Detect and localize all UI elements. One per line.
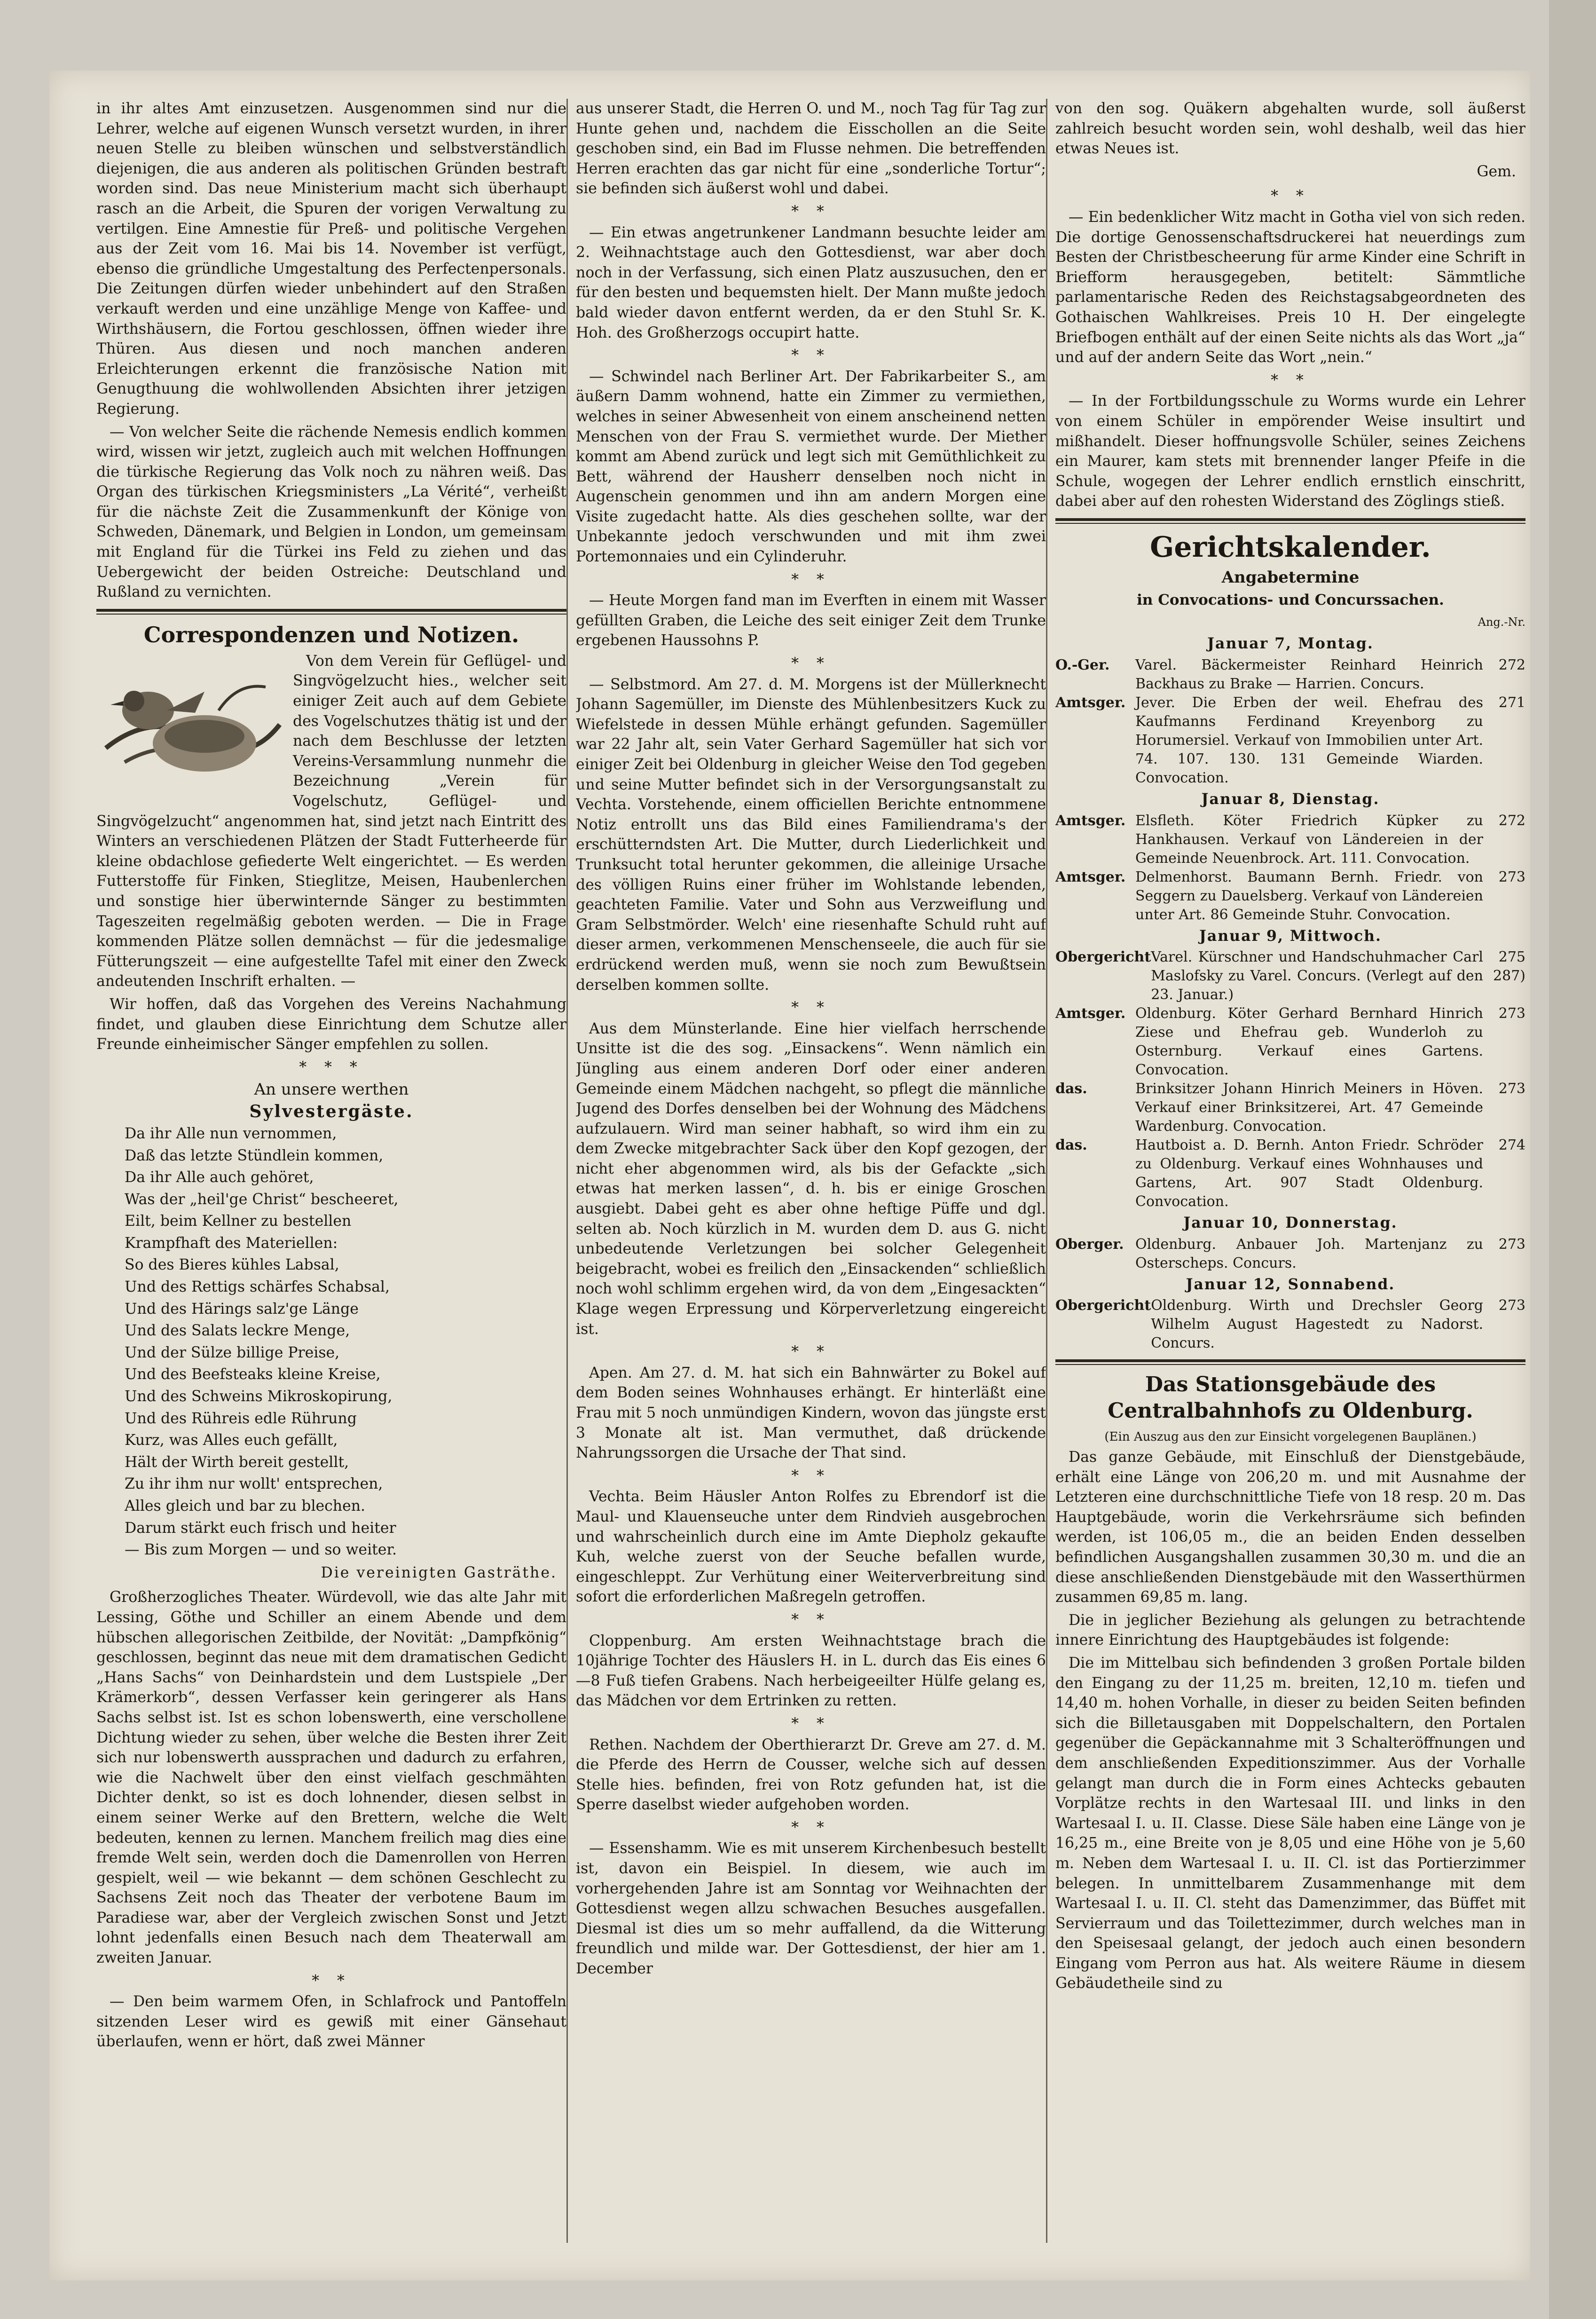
court-name: Amtsger. xyxy=(1055,694,1126,711)
separator-stars: * * xyxy=(791,999,831,1017)
separator-stars: * * xyxy=(791,1819,831,1836)
poem-line: Hält der Wirth bereit gestellt, xyxy=(125,1453,349,1471)
paragraph: Die im Mittelbau sich befindenden 3 großen Portale bilden den Eingang zu der 11,25 m. breiten, 12,10 m. tiefen und 14,40 m. hohen Vorhalle, in dieser zu beiden Seiten befinden sich die Billetausgaben mit Doppelschaltern, den Portalen gegenüber die Gepäckannahme mit 3 Schalteröffnungen und dem anschließenden Expeditionszimmer. Aus der Vorhalle gelangt man durch die in Form eines Achtecks gebauten Vorplätze rechts in den Wartesaal III. und links in den Wartesaal I. u. II. Classe. Diese Säle haben eine Länge von je 16,25 m., eine Breite von je 8,05 und eine Höhe von je 5,60 m. Neben dem Wartesaal I. u. II. Cl. ist das Portierzimmer belegen. In unmittelbarem Zusammenhange mit dem Wartesaal I. u. II. Cl. steht das Damenzimmer, das Büffet mit Servierraum und das Toilettezimmer, durch welches man in den Speisesaal gelangt, der jedoch auch einen besondern Eingang vom Perron aus hat. Als weitere Räume in diesem Gebäudetheile sind zu xyxy=(1055,1654,1525,1992)
paragraph: Rethen. Nachdem der Oberthierarzt Dr. Greve am 27. d. M. die Pferde des Herrn de Cousser, welche sich auf dessen Stelle hies. befinden, frei von Rotz gefunden hat, ist die Sperre daselbst wieder aufgehoben worden. xyxy=(576,1736,1046,1814)
paragraph: von den sog. Quäkern abgehalten wurde, soll äußerst zahlreich besucht worden sein, wohl deshalb, weil das hier etwas Neues ist. xyxy=(1055,100,1525,158)
calendar-entry xyxy=(1055,1136,1525,1211)
paragraph: — Den beim warmem Ofen, in Schlafrock und Pantoffeln sitzenden Leser wird es gewiß mit einer Gänsehaut überlaufen, wenn er hört, daß zwei Männer xyxy=(96,1993,566,2051)
paragraph: Die in jeglicher Beziehung als gelungen zu betrachtende innere Einrichtung des Hauptgebäudes ist folgende: xyxy=(1055,1611,1525,1649)
entry-number: 273 xyxy=(1498,1081,1525,1097)
poem-line: — Bis zum Morgen — und so weiter. xyxy=(125,1541,397,1559)
entry-text: Oldenburg. Wirth und Drechsler Georg Wilhelm August Hagestedt zu Nadorst. Concurs. xyxy=(1151,1297,1483,1352)
separator-stars: * * xyxy=(791,347,831,364)
entry-text: Hautboist a. D. Bernh. Anton Friedr. Schröder zu Oldenburg. Verkauf eines Wohnhauses und Gartens, Art. 907 Stadt Oldenburg. Convocation. xyxy=(1135,1137,1483,1210)
section-divider xyxy=(1055,1359,1525,1365)
column-1 xyxy=(96,99,566,2055)
court-name: Amtsger. xyxy=(1055,812,1126,829)
entry-number: 273 xyxy=(1498,1005,1525,1022)
poem-line: Alles gleich und bar zu blechen. xyxy=(125,1498,366,1514)
column-rule-1 xyxy=(566,99,568,2243)
entry-text: Varel. Bäckermeister Reinhard Heinrich Backhaus zu Brake — Harrien. Concurs. xyxy=(1135,657,1483,693)
paragraph: aus unserer Stadt, die Herren O. und M., noch Tag für Tag zur Hunte gehen und, nachdem die Eisschollen an die Seite geschoben sind, ein Bad im Flusse nehmen. Die betreffenden Herren erachten das gar nicht für eine „sonderliche Tortur“; sie befinden sich äußerst wohl und dabei. xyxy=(576,100,1046,197)
section-divider xyxy=(96,609,566,615)
court-calendar-subheading: Angabetermine xyxy=(1221,568,1360,587)
bird-nest-illustration xyxy=(96,654,284,800)
column-3 xyxy=(1055,99,1525,1996)
separator-stars: * * xyxy=(791,655,831,672)
entry-text: Oldenburg. Köter Gerhard Bernhard Hinrich Ziese und Ehefrau geb. Wunderloh zu Osternburg. Verkauf eines Gartens. Convocation. xyxy=(1135,1005,1483,1079)
calendar-date: Januar 8, Dienstag. xyxy=(1201,790,1380,808)
separator-stars: * * xyxy=(791,1611,831,1628)
poem-line: Und des Rettigs schärfes Schabsal, xyxy=(125,1278,390,1296)
paragraph: Das ganze Gebäude, mit Einschluß der Dienstgebäude, erhält eine Länge von 206,20 m. und mit Ausnahme der Letzteren eine durchschnittliche Tiefe von 18 resp. 20 m. Das Hauptgebäude, worin die Verkehrsräume sich befinden werden, ist 106,05 m., die an beiden Enden desselben befindlichen Ausgangshallen zusammen 30,30 m. und die an diese anschließenden Dienstgebäude mit den Wasserthürmen zusammen 69,85 m. lang. xyxy=(1055,1449,1525,1606)
paragraph: Von dem Verein für Geflügel- und Singvögelzucht hies., welcher seit einiger Zeit auch auf dem Gebiete des Vogelschutzes thätig ist und der nach dem Beschlusse der letzten Vereins-Versammlung nunmehr die Bezeichnung „Verein für Vogelschutz, Geflügel- und Singvögelzucht“ angenommen hat, sind jetzt nach Eintritt des Winters an verschiedenen Plätzen der Stadt Futterheerde für kleine obdachlose gefiederte Welt eingerichtet. — Es werden Futterstoffe für Finken, Stieglitze, Meisen, Haubenlerchen und sonstige hier überwinternde Sänger zu bestimmten Tageszeiten regelmäßig geboten werden. — Die in Frage kommenden Plätze sollen demnächst — für die jedesmalige Fütterungszeit — eine aufgestellte Tafel mit einer den Zweck andeutenden Inschrift erhalten. — xyxy=(96,652,566,990)
poem-dedication: An unsere werthen xyxy=(254,1080,409,1099)
column-rule-2 xyxy=(1046,99,1047,2243)
poem-line: Da ihr Alle nun vernommen, xyxy=(125,1125,337,1142)
calendar-date: Januar 9, Mittwoch. xyxy=(1199,927,1382,945)
paragraph: — Ein bedenklicher Witz macht in Gotha viel von sich reden. Die dortige Genossenschaftsdruckerei hat neuerdings zum Besten der Christbescheerung für arme Kinder eine Schrift in Briefform herausgegeben, betitelt: Sämmtliche parlamentarische Reden des Reichstagsabgeordneten des Gothaischen Wahlkreises. Preis 10 H. Der eingelegte Briefbogen enthält auf der einen Seite nichts als das Wort „ja“ und auf der andern Seite das Wort „nein.“ xyxy=(1055,208,1525,366)
paragraph: Aus dem Münsterlande. Eine hier vielfach herrschende Unsitte ist die des sog. „Einsackens“. Wenn nämlich ein Jüngling aus einem anderen Dorf oder einer anderen Gemeinde einem Mädchen nachgeht, so pflegt die männliche Jugend des Dorfes denselben bei der Wohnung des Mädchens aufzulauern. Wird man seiner habhaft, so wird ihm ein zu dem Zwecke mitgebrachter Sack über den Kopf gezogen, der nicht eher abgenommen wird, als bis der Gefackte „sich etwas hat merken lassen“, d. h. bis er einige Groschen ausgiebt. Dabei geht es aber ohne heftige Püffe und dgl. selten ab. Noch kürzlich in M. wurden dem D. aus G. nicht unbedeutende Verletzungen bei solcher Gelegenheit beigebracht, wobei es freilich den „Einsackenden“ schließlich noch wohl schlimm ergehen wird, da von dem „Eingesackten“ Klage wegen Erpressung und Körperverletzung eingereicht ist. xyxy=(576,1020,1046,1338)
court-name: das. xyxy=(1055,1137,1087,1154)
author-sign: Gem. xyxy=(1477,163,1516,180)
paragraph: Wir hoffen, daß das Vorgehen des Vereins Nachahmung findet, und glauben diese Einrichtung dem Schutze aller Freunde einheimischer Sänger empfehlen zu sollen. xyxy=(96,995,566,1053)
court-name: Amtsger. xyxy=(1055,1005,1126,1022)
court-name: Oberger. xyxy=(1055,1236,1124,1253)
separator-stars: * * xyxy=(791,1467,831,1484)
calendar-date: Januar 12, Sonnabend. xyxy=(1186,1275,1395,1293)
calendar-date: Januar 7, Montag. xyxy=(1207,635,1374,653)
court-name: Obergericht xyxy=(1055,1297,1151,1314)
court-calendar-heading: Gerichtskalender. xyxy=(1150,530,1431,564)
poem-line: So des Bieres kühles Labsal, xyxy=(125,1256,339,1274)
separator-stars: * * xyxy=(1271,371,1310,389)
paragraph: — In der Fortbildungsschule zu Worms wurde ein Lehrer von einem Schüler in empörender Weise insultirt und mißhandelt. Dieser hoffnungsvolle Schüler, seines Zeichens ein Maurer, kam stets mit brennender langer Pfeife in die Schule, wogegen der Lehrer endlich ernstlich einschritt, dabei aber auf den rohesten Widerstand des Zöglings stieß. xyxy=(1055,393,1525,510)
calendar-date: Januar 10, Donnerstag. xyxy=(1183,1214,1398,1232)
calendar-entry xyxy=(1055,694,1525,788)
poem-line: Darum stärkt euch frisch und heiter xyxy=(125,1519,396,1537)
section-divider xyxy=(1055,518,1525,524)
separator-stars: * * * xyxy=(299,1058,364,1076)
poem-line: Da ihr Alle auch gehöret, xyxy=(125,1169,314,1186)
paragraph: Apen. Am 27. d. M. hat sich ein Bahnwärter zu Bokel auf dem Boden seines Wohnhauses erhängt. Er hinterläßt eine Frau mit 5 noch unmündigen Kindern, wovon das jüngste erst 3 Monate alt ist. Man vermuthet, daß drückende Nahrungssorgen die Ursache der That sind. xyxy=(576,1364,1046,1462)
poem-line: Krampfhaft des Materiellen: xyxy=(125,1234,338,1252)
paragraph: — Heute Morgen fand man im Everften in einem mit Wasser gefüllten Graben, die Leiche des seit einiger Zeit dem Trunke ergebenen Haussohns P. xyxy=(576,592,1046,649)
calendar-entry xyxy=(1055,812,1525,868)
entry-number: 273 xyxy=(1498,868,1525,885)
entry-text: Oldenburg. Anbauer Joh. Martenjanz zu Osterscheps. Concurs. xyxy=(1135,1236,1483,1271)
paragraph: Vechta. Beim Häusler Anton Rolfes zu Ebrendorf ist die Maul- und Klauenseuche unter dem Rindvieh ausgebrochen und wahrscheinlich durch eine im Amte Diepholz gekaufte Kuh, welche zuerst von der Seuche befallen wurde, eingeschleppt. Zur Verhütung einer Weiterverbreitung sind sofort die erforderlichen Maßregeln getroffen. xyxy=(576,1488,1046,1606)
entry-text: Delmenhorst. Baumann Bernh. Friedr. von Seggern zu Dauelsberg. Verkauf von Ländereien unter Art. 86 Gemeinde Stuhr. Convocation. xyxy=(1135,868,1483,923)
entry-number: 275 287) xyxy=(1493,949,1525,985)
poem-line: Und des Salats leckre Menge, xyxy=(125,1322,350,1340)
entry-number: 272 xyxy=(1498,812,1525,829)
paragraph: — Ein etwas angetrunkener Landmann besuchte leider am 2. Weihnachtstage auch den Gottesdienst, war aber doch noch in der Verfassung, sich einen Platz auszusuchen, den er für den besten und bequemsten hielt. Der Mann mußte jedoch bald wieder davon entfernt werden, da er den Stuhl Sr. K. Hoh. des Großherzogs occupirt hatte. xyxy=(576,224,1046,341)
poem-title: Sylvestergäste. xyxy=(249,1102,414,1122)
article-note: (Ein Auszug aus den zur Einsicht vorgelegenen Bauplänen.) xyxy=(1104,1430,1477,1444)
calendar-entry xyxy=(1055,1296,1525,1353)
article-heading: Das Stationsgebäude des Centralbahnhofs zu Oldenburg. xyxy=(1108,1372,1473,1423)
separator-stars: * * xyxy=(1271,188,1310,205)
section-heading: Correspondenzen und Notizen. xyxy=(143,622,519,647)
paragraph: Cloppenburg. Am ersten Weihnachtstage brach die 10jährige Tochter des Häuslers H. in L. durch das Eis eines 6—8 Fuß tiefen Grabens. Nach herbeigeeilter Hülfe gelang es, das Mädchen vor dem Ertrinken zu retten. xyxy=(576,1632,1046,1710)
court-calendar-subheading: in Convocations- und Concurssachen. xyxy=(1137,591,1444,608)
poem-line: Was der „heil'ge Christ“ bescheeret, xyxy=(125,1191,399,1208)
scanner-edge xyxy=(1549,0,1596,2319)
poem-line: Kurz, was Alles euch gefällt, xyxy=(125,1432,338,1449)
newspaper-page xyxy=(49,71,1530,2280)
court-name: Obergericht xyxy=(1055,949,1151,966)
entry-number: 274 xyxy=(1498,1137,1525,1154)
column-label: Ang.-Nr. xyxy=(1478,615,1525,629)
calendar-entry xyxy=(1055,1004,1525,1080)
paragraph: in ihr altes Amt einzusetzen. Ausgenommen sind nur die Lehrer, welche auf eigenen Wunsch versetzt wurden, in ihrer neuen Stelle zu bleiben wünschen und selbstverständlich diejenigen, die aus anderen als politischen Gründen bestraft worden sind. Das neue Ministerium macht sich überhaupt rasch an die Arbeit, die Spuren der vorigen Verwaltung zu vertilgen. Eine Amnestie für Preß- und politische Vergehen aus der Zeit vom 16. Mai bis 14. November ist verfügt, ebenso die gründliche Umgestaltung des Perfectenpersonals. Die Zeitungen dürfen wieder unbehindert auf den Straßen verkauft werden und eine unzählige Menge von Kaffee- und Wirthshäusern, die Fortou geschlossen, öffnen wieder ihre Thüren. Aus diesen und noch manchen anderen Erleichterungen erkennt die französische Nation mit Genugthuung die wohlwollenden Absichten ihrer jetzigen Regierung. xyxy=(96,100,566,418)
court-name: Amtsger. xyxy=(1055,868,1126,885)
entry-text: Varel. Kürschner und Handschuhmacher Carl Maslofsky zu Varel. Concurs. (Verlegt auf den 23. Januar.) xyxy=(1151,949,1483,1003)
paragraph: — Von welcher Seite die rächende Nemesis endlich kommen wird, wissen wir jetzt, zugleich auch mit welchen Hoffnungen die türkische Regierung das Volk noch zu nähren weiß. Das Organ des türkischen Kriegsministers „La Vérité“, verheißt für die nächste Zeit die Zusammenkunft der Könige von Schweden, Dänemark, und Belgien in London, um gemeinsam mit England für die Türkei ins Feld zu ziehen und das Uebergewicht der beiden Ostreiche: Deutschland und Rußland zu vernichten. xyxy=(96,423,566,601)
entry-number: 273 xyxy=(1498,1297,1525,1314)
poem-line: Und des Schweins Mikroskopirung, xyxy=(125,1388,393,1405)
entry-number: 273 xyxy=(1498,1236,1525,1253)
calendar-entry xyxy=(1055,948,1525,1004)
court-name: O.-Ger. xyxy=(1055,657,1110,674)
entry-number: 272 xyxy=(1498,657,1525,674)
poem-line: Daß das letzte Stündlein kommen, xyxy=(125,1147,384,1164)
paragraph: — Schwindel nach Berliner Art. Der Fabrikarbeiter S., am äußern Damm wohnend, hatte ein Zimmer zu vermiethen, welches in seiner Abwesenheit von einem anscheinend netten Menschen von der Frau S. vermiethet wurde. Der Miether kommt am Abend zurück und legt sich mit Gemüthlichkeit zu Bett, während der Hausherr denselben noch nicht in Augenschein genommen und ihn am andern Morgen eine Visite zugedacht hatte. Als dies geschehen sollte, war der Unbekannte jedoch verschwunden und mit ihm zwei Portemonnaies und ein Cylinderuhr. xyxy=(576,368,1046,566)
poem-line: Und des Rühreis edle Rührung xyxy=(125,1410,357,1427)
court-calendar xyxy=(1055,612,1525,1353)
calendar-entry xyxy=(1055,1080,1525,1136)
poem-line: Eilt, beim Kellner zu bestellen xyxy=(125,1213,352,1230)
poem-line: Zu ihr ihm nur wollt' entsprechen, xyxy=(125,1475,383,1493)
court-name: das. xyxy=(1055,1081,1087,1097)
paragraph: — Essenshamm. Wie es mit unserem Kirchenbesuch bestellt ist, davon ein Beispiel. In diesem, wie auch im vorhergehenden Jahre ist am Sonntag vor Weihnachten der Gottesdienst wegen allzu schwachen Besuches ausgefallen. Diesmal ist dies um so mehr auffallend, da die Witterung freundlich und milde war. Der Gottesdienst, der hier am 1. December xyxy=(576,1840,1046,1978)
paragraph: Großherzogliches Theater. Würdevoll, wie das alte Jahr mit Lessing, Göthe und Schiller an einem Abende und dem hübschen allegorischen Zeitbilde, der Novität: „Dampfkönig“ geschlossen, beginnt das neue mit dem dramatischen Gedicht „Hans Sachs“ von Deinhardstein und dem Lustspiele „Der Krämerkorb“, dessen Verfasser kein geringerer als Hans Sachs selbst ist. Ist es schon lobenswerth, eine verschollene Dichtung wieder zu sehen, über welche die Besten ihrer Zeit sich nur lobenswerth aussprachen und dadurch zu erfahren, wie die Nachwelt über den einst vielfach geschmähten Dichter denkt, so ist es doch lohnender, diesen selbst in einem seiner Werke auf den Brettern, welche die Welt bedeuten, kennen zu lernen. Manchem freilich mag dies eine fremde Welt sein, werden doch die Damenrollen von Herren gespielt, weil — wie bekannt — dem schönen Geschlecht zu Sachsens Zeit noch das Theater der verbotene Baum im Paradiese war, aber der Vergleich zwischen Sonst und Jetzt lohnt jedenfalls einen Besuch nach dem Theaterwall am zweiten Januar. xyxy=(96,1589,566,1967)
column-2 xyxy=(576,99,1046,1982)
poem-line: Und des Härings salz'ge Länge xyxy=(125,1300,359,1317)
calendar-entry xyxy=(1055,1235,1525,1273)
paragraph: — Selbstmord. Am 27. d. M. Morgens ist der Müllerknecht Johann Sagemüller, im Dienste des Mühlenbesitzers Kuck zu Wiefelstede in dessen Mühle erhängt gefunden. Sagemüller war 22 Jahr alt, sein Vater Gerhard Sagemüller hat sich vor einiger Zeit bei Oldenburg in gleicher Weise den Tod gegeben und seine Mutter befindet sich in der Versorgungsanstalt zu Vechta. Vorstehende, einem officiellen Berichte entnommene Notiz entrollt uns das Bild eines Familiendrama's der erschütterndsten Art. Die Mutter, durch Liederlichkeit und Trunksucht total herunter gekommen, die alleinige Ursache des völligen Ruins einer früher im Wohlstande lebenden, geachteten Familie. Vater und Sohn aus Verzweiflung und Gram Selbstmörder. Welch' eine riesenhafte Schuld ruht auf dieser armen, verkommenen Menschenseele, die auch für sie erdrückend werden muß, wenn sie noch zum Bewußtsein derselben kommen sollte. xyxy=(576,676,1046,994)
calendar-entry xyxy=(1055,656,1525,694)
entry-text: Brinksitzer Johann Hinrich Meiners in Höven. Verkauf einer Brinksitzerei, Art. 47 Gemeinde Wardenburg. Convocation. xyxy=(1135,1081,1483,1135)
poem-line: Und des Beefsteaks kleine Kreise, xyxy=(125,1366,381,1383)
poem-signature: Die vereinigten Gasträthe. xyxy=(321,1564,557,1581)
separator-stars: * * xyxy=(791,1715,831,1732)
poem-line: Und der Sülze billige Preise, xyxy=(125,1344,340,1361)
entry-text: Jever. Die Erben der weil. Ehefrau des Kaufmanns Ferdinand Kreyenborg zu Horumersiel. Verkauf von Immobilien unter Art. 74. 107. 130. 131 Gemeinde Wiarden. Convocation. xyxy=(1135,694,1483,787)
calendar-entry xyxy=(1055,868,1525,924)
separator-stars: * * xyxy=(791,203,831,220)
separator-stars: * * xyxy=(312,1972,351,1989)
entry-number: 271 xyxy=(1498,694,1525,711)
entry-text: Elsfleth. Köter Friedrich Küpker zu Hankhausen. Verkauf von Ländereien in der Gemeinde Neuenbrock. Art. 111. Convocation. xyxy=(1135,812,1483,867)
separator-stars: * * xyxy=(791,1343,831,1361)
separator-stars: * * xyxy=(791,571,831,588)
